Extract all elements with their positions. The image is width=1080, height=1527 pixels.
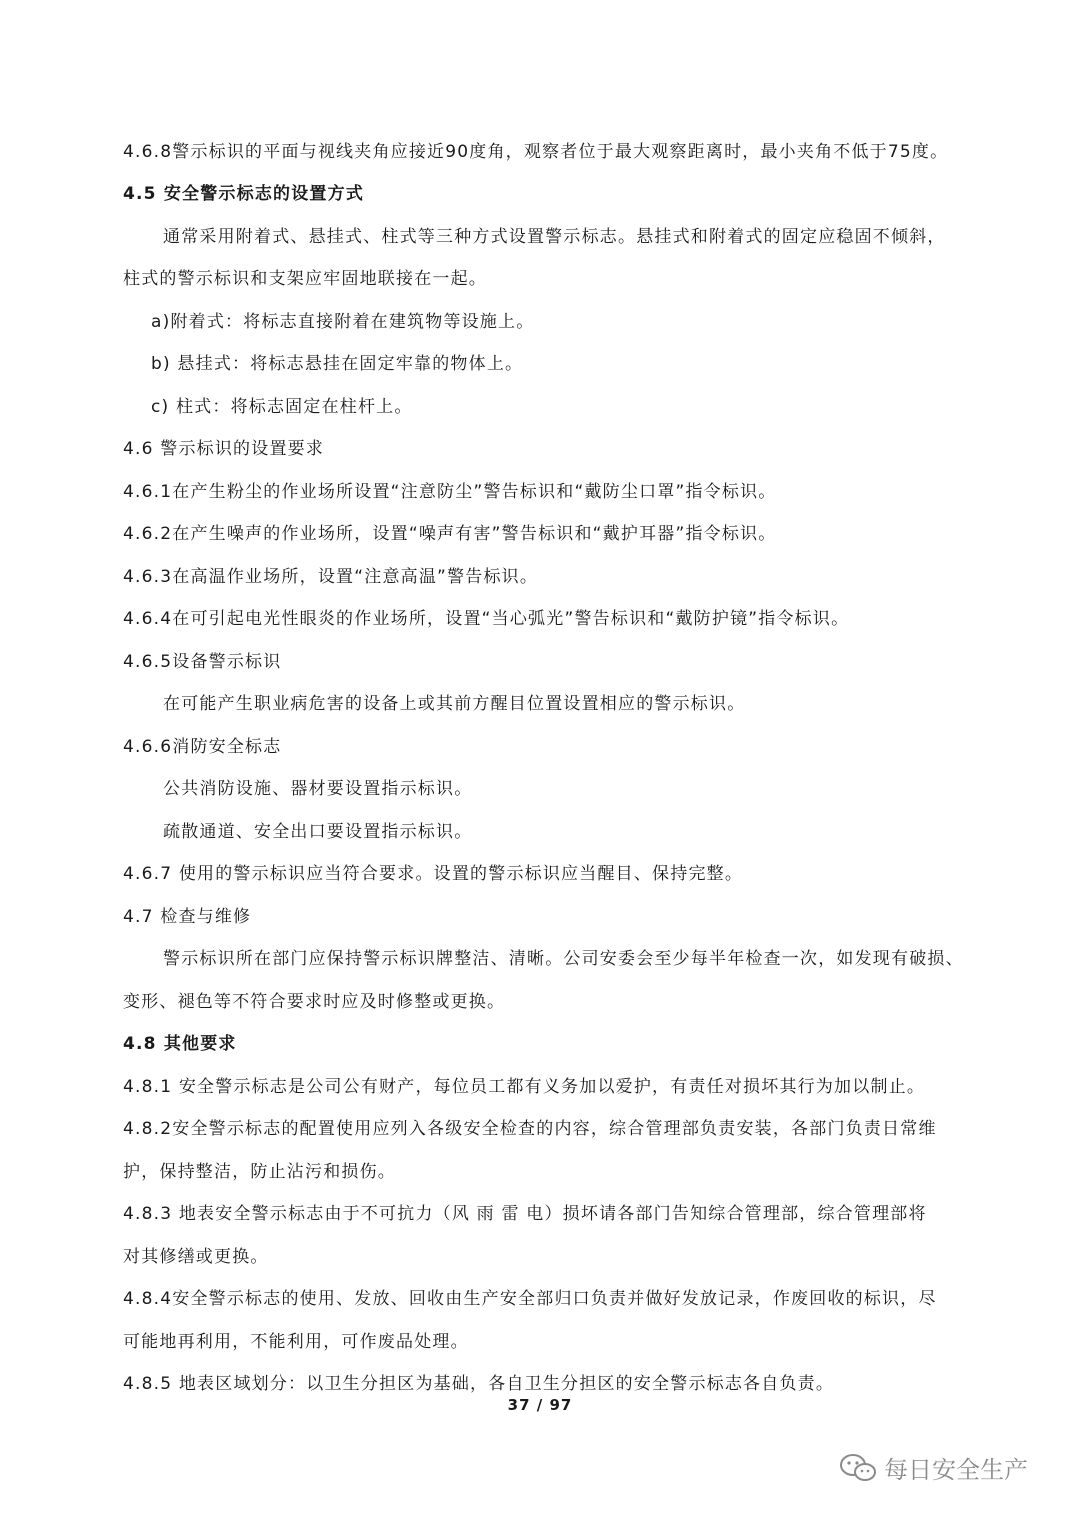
text-line: 4.8.4安全警示标志的使用、发放、回收由生产安全部归口负责并做好发放记录，作废回收的标识，尽 — [123, 1289, 937, 1309]
text-line: 4.7 检查与维修 — [123, 907, 252, 927]
text-line: 4.8.5 地表区域划分：以卫生分担区为基础，各自卫生分担区的安全警示标志各自负责。 — [123, 1374, 835, 1394]
text-line: 对其修缮或更换。 — [123, 1247, 269, 1267]
text-line: 可能地再利用，不能利用，可作废品处理。 — [123, 1332, 469, 1352]
text-line: 4.6.6消防安全标志 — [123, 737, 282, 757]
watermark-text: 每日安全生产 — [884, 1456, 1028, 1484]
text-line: 4.8.2安全警示标志的配置使用应列入各级安全检查的内容，综合管理部负责安装，各部门负责日常维 — [123, 1119, 937, 1139]
text-line: 4.6.1在产生粉尘的作业场所设置“注意防尘”警告标识和“戴防尘口罩”指令标识。 — [123, 482, 777, 502]
text-line: c) 柱式：将标志固定在柱杆上。 — [151, 397, 413, 417]
wechat-icon — [838, 1452, 878, 1484]
text-line: a)附着式：将标志直接附着在建筑物等设施上。 — [151, 312, 535, 332]
text-line: 疏散通道、安全出口要设置指示标识。 — [163, 822, 473, 842]
text-line: 警示标识所在部门应保持警示标识牌整洁、清晰。公司安委会至少每半年检查一次，如发现有破损、 — [163, 949, 964, 969]
text-line: 4.5 安全警示标志的设置方式 — [123, 184, 365, 204]
watermark — [838, 1450, 1028, 1485]
text-line: 4.6.8警示标识的平面与视线夹角应接近90度角，观察者位于最大观察距离时，最小夹角不低于75度。 — [123, 142, 949, 162]
text-line: 4.6.5设备警示标识 — [123, 652, 282, 672]
text-line: 柱式的警示标识和支架应牢固地联接在一起。 — [123, 269, 487, 289]
text-line: 4.8.3 地表安全警示标志由于不可抗力（风 雨 雷 电）损坏请各部门告知综合管理部，综合管理部将 — [123, 1204, 927, 1224]
text-line: 公共消防设施、器材要设置指示标识。 — [163, 779, 473, 799]
text-line: 在可能产生职业病危害的设备上或其前方醒目位置设置相应的警示标识。 — [163, 694, 746, 714]
page-number: 37 / 97 — [507, 1396, 573, 1414]
text-line: 4.8.1 安全警示标志是公司公有财产，每位员工都有义务加以爱护，有责任对损坏其行为加以制止。 — [123, 1077, 926, 1097]
text-line: 通常采用附着式、悬挂式、柱式等三种方式设置警示标志。悬挂式和附着式的固定应稳固不倾斜， — [163, 227, 946, 247]
text-line: 4.6.2在产生噪声的作业场所，设置“噪声有害”警告标识和“戴护耳器”指令标识。 — [123, 524, 777, 544]
text-line: 4.6 警示标识的设置要求 — [123, 439, 325, 459]
text-line: 4.6.7 使用的警示标识应当符合要求。设置的警示标识应当醒目、保持完整。 — [123, 864, 744, 884]
text-line: b) 悬挂式：将标志悬挂在固定牢靠的物体上。 — [151, 354, 524, 374]
text-line: 4.6.4在可引起电光性眼炎的作业场所，设置“当心弧光”警告标识和“戴防护镜”指令标识。 — [123, 609, 850, 629]
text-line: 4.8 其他要求 — [123, 1034, 237, 1054]
text-line: 变形、褪色等不符合要求时应及时修整或更换。 — [123, 992, 506, 1012]
text-line: 4.6.3在高温作业场所，设置“注意高温”警告标识。 — [123, 567, 539, 587]
text-line: 护，保持整洁，防止沾污和损伤。 — [123, 1162, 396, 1182]
